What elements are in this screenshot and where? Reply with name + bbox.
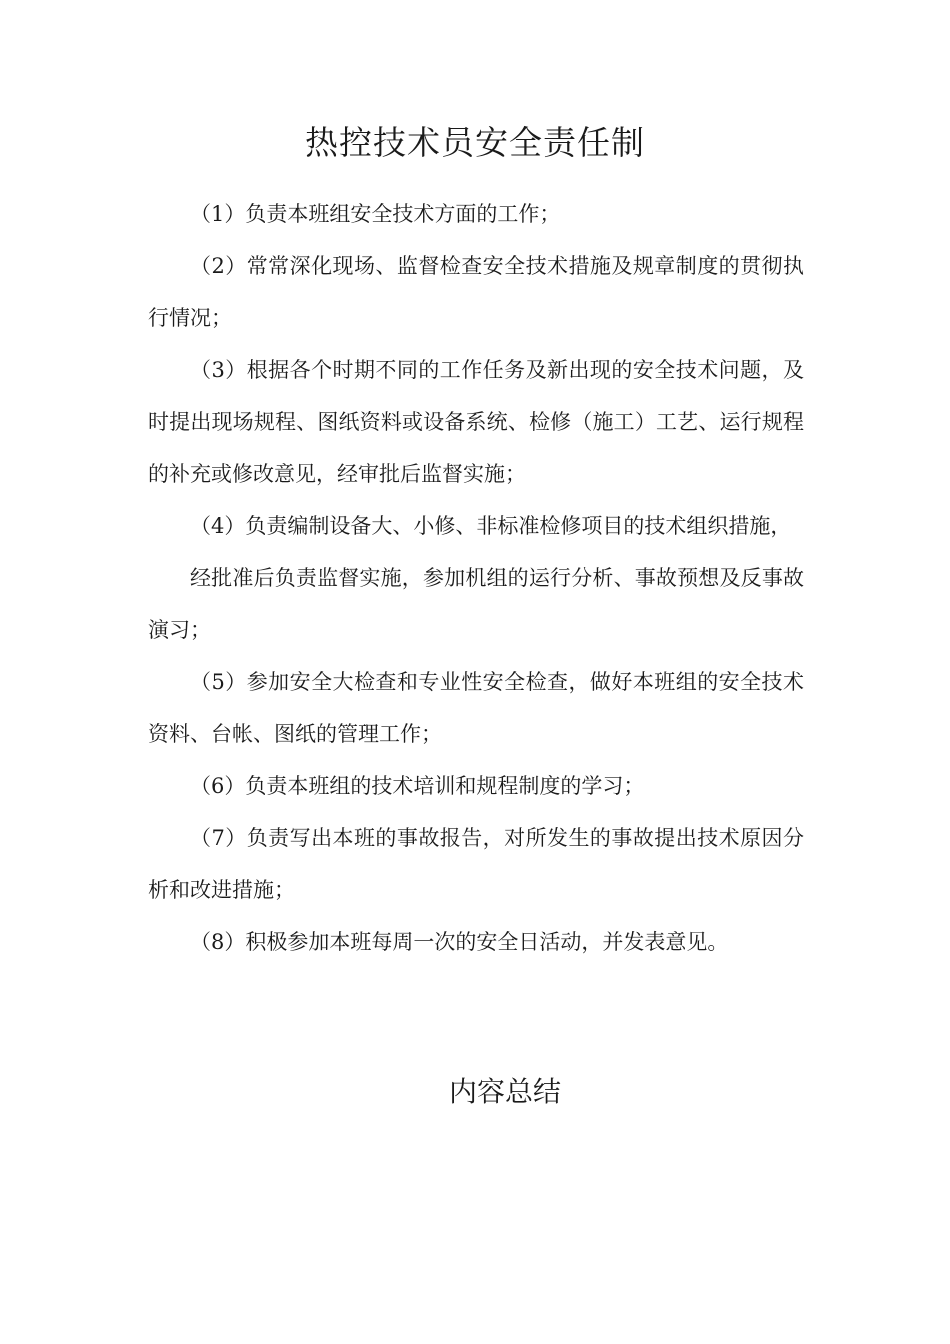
paragraph-4: （4）负责编制设备大、小修、非标准检修项目的技术组织措施，	[190, 514, 792, 538]
paragraph-1: （1）负责本班组安全技术方面的工作；	[190, 202, 561, 226]
summary-heading: 内容总结	[448, 1075, 561, 1108]
paragraph-6: （6）负责本班组的技术培训和规程制度的学习；	[190, 774, 645, 798]
paragraph-8: （8）积极参加本班每周一次的安全日活动，并发表意见。	[190, 930, 729, 954]
paragraph-4-continued: 经批准后负责监督实施，参加机组的运行分析、事故预想及反事故演习；	[148, 566, 804, 642]
paragraph-7: （7）负责写出本班的事故报告，对所发生的事故提出技术原因分析和改进措施；	[148, 826, 804, 902]
paragraph-2: （2）常常深化现场、监督检查安全技术措施及规章制度的贯彻执行情况；	[148, 254, 804, 330]
document-body	[148, 188, 804, 968]
paragraph-5: （5）参加安全大检查和专业性安全检查，做好本班组的安全技术资料、台帐、图纸的管理工作；	[148, 670, 804, 746]
document-title: 热控技术员安全责任制	[305, 123, 645, 162]
paragraph-3: （3）根据各个时期不同的工作任务及新出现的安全技术问题，及时提出现场规程、图纸资料或设备系统、检修（施工）工艺、运行规程的补充或修改意见，经审批后监督实施；	[148, 358, 804, 486]
